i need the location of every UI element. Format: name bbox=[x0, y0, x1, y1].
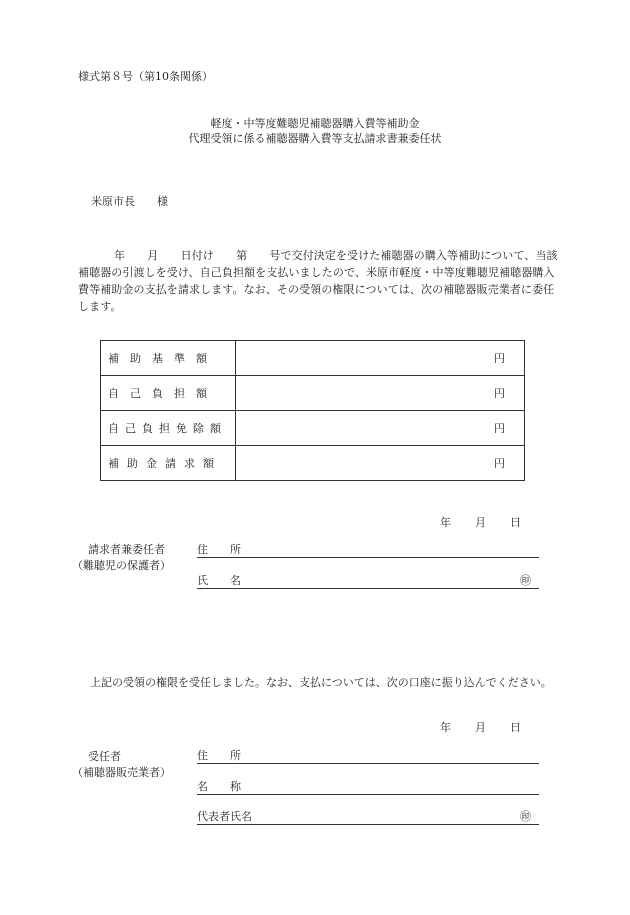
requester-name-field[interactable] bbox=[197, 573, 539, 589]
day-label: 日 bbox=[510, 721, 521, 734]
recipient-representative-field[interactable] bbox=[197, 809, 539, 825]
addressee-honorific: 様 bbox=[157, 195, 168, 208]
recipient-role-subtitle: （補聴器販売業者） bbox=[72, 766, 171, 779]
table-row bbox=[101, 341, 525, 376]
row-label-claim-amount: 補助金請求額 bbox=[101, 446, 236, 481]
document-title-line1: 軽度・中等度難聴児補聴器購入費等補助金 bbox=[210, 117, 420, 130]
company-label: 名 称 bbox=[197, 780, 241, 793]
representative-label: 代表者氏名 bbox=[197, 810, 252, 823]
yen-unit: 円 bbox=[494, 422, 505, 435]
row-label-self-pay: 自己負担額 bbox=[101, 376, 236, 411]
form-number: 様式第８号（第10条関係） bbox=[78, 70, 213, 83]
month-label: 月 bbox=[475, 721, 486, 734]
requester-role-title: 請求者兼委任者 bbox=[88, 543, 165, 556]
recipient-address-field[interactable] bbox=[197, 748, 539, 764]
name-label: 氏 名 bbox=[197, 574, 241, 587]
amount-field-claim-amount[interactable] bbox=[236, 446, 525, 481]
amount-table bbox=[100, 340, 525, 481]
addressee bbox=[91, 193, 168, 209]
recipient-role-title: 受任者 bbox=[88, 750, 121, 763]
table-row bbox=[101, 411, 525, 446]
table-row bbox=[101, 376, 525, 411]
amount-field-subsidy-base[interactable] bbox=[236, 341, 525, 376]
year-label: 年 bbox=[440, 516, 451, 529]
amount-field-self-pay-exemption[interactable] bbox=[236, 411, 525, 446]
recipient-company-field[interactable] bbox=[197, 779, 539, 795]
yen-unit: 円 bbox=[494, 457, 505, 470]
request-date[interactable] bbox=[440, 514, 521, 530]
seal-icon: ㊞ bbox=[520, 574, 531, 587]
seal-icon: ㊞ bbox=[520, 810, 531, 823]
day-label: 日 bbox=[510, 516, 521, 529]
month-label: 月 bbox=[475, 516, 486, 529]
address-label: 住 所 bbox=[197, 749, 241, 762]
address-label: 住 所 bbox=[197, 543, 241, 556]
requester-address-field[interactable] bbox=[197, 542, 539, 558]
year-label: 年 bbox=[440, 721, 451, 734]
document-title-line2: 代理受領に係る補聴器購入費等支払請求書兼委任状 bbox=[188, 132, 442, 145]
amount-field-self-pay[interactable] bbox=[236, 376, 525, 411]
addressee-name: 米原市長 bbox=[91, 195, 135, 208]
acceptance-paragraph: 上記の受領の権限を受任しました。なお、支払については、次の口座に振り込んでください。 bbox=[90, 676, 552, 689]
request-paragraph: 年 月 日付け 第 号で交付決定を受けた補聴器の購入等補助について、当該補聴器の引渡しを受け、自己負担額を支払いましたので、米原市軽度・中等度難聴児補聴器購入費等補助金の支払を請求します。なお、その受領の権限については、次の補聴器販売業者に委任します。 bbox=[78, 249, 558, 313]
acceptance-date[interactable] bbox=[440, 719, 521, 735]
row-label-self-pay-exemption: 自己負担免除額 bbox=[101, 411, 236, 446]
row-label-subsidy-base: 補助基準額 bbox=[101, 341, 236, 376]
recipient-role bbox=[72, 749, 171, 781]
requester-role-subtitle: （難聴児の保護者） bbox=[72, 559, 171, 572]
yen-unit: 円 bbox=[494, 352, 505, 365]
yen-unit: 円 bbox=[494, 387, 505, 400]
table-row bbox=[101, 446, 525, 481]
requester-role bbox=[72, 542, 171, 574]
